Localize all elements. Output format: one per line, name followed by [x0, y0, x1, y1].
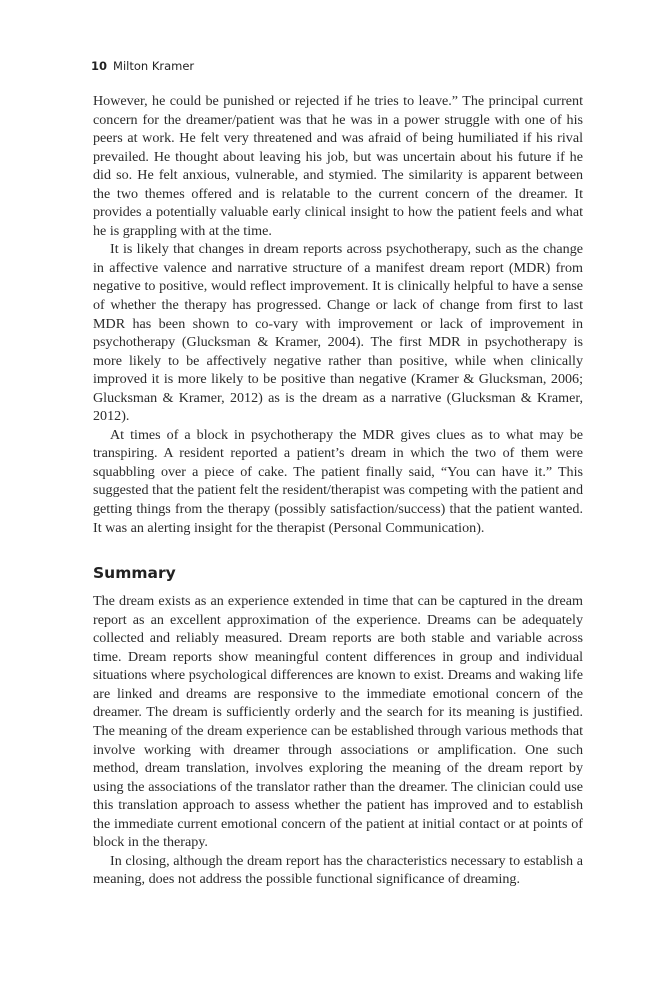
paragraph: However, he could be punished or rejected if he tries to leave.” The principal current concern for the dreamer/patient was that he was in a power struggle with one of his peers at work. He felt very threatened and was afraid of being humiliated if his rival prevailed. He thought about leaving his job, but was uncertain about his future if he did so. He felt anxious, vulnerable, and stymied. The similarity is apparent between the two themes offered and is relatable to the current concern of the dreamer. It provides a potentially valuable early clinical insight to how the patient feels and what he is grappling with at the time.: [93, 93, 583, 239]
running-head: [91, 58, 583, 74]
running-head-author: Milton Kramer: [113, 59, 195, 73]
book-page: [93, 58, 583, 889]
paragraph: At times of a block in psychotherapy the MDR gives clues as to what may be transpiring. A resident reported a patient’s dream in which the two of them were squabbling over a piece of cake. The patient finally said, “You can have it.” This suggested that the patient felt the resident/therapist was competing with the patient and getting things from the therapy (possibly satisfaction/success) that the patient wanted. It was an alerting insight for the therapist (Personal Communication).: [93, 426, 584, 536]
paragraph: It is likely that changes in dream reports across psychotherapy, such as the change in affective valence and narrative structure of a manifest dream report (MDR) from negative to positive, would reflect improvement. It is clinically helpful to have a sense of whether the therapy has progressed. Change or lack of change from first to last MDR has been shown to co-vary with improvement or lack of improvement in psychotherapy (Glucksman & Kramer, 2004). The first MDR in psychotherapy is more likely to be affectively negative rather than positive, while when clinically improved it is more likely to be positive than negative (Kramer & Glucksman, 2006; Glucksman & Kramer, 2012) as is the dream as a narrative (Glucksman & Kramer, 2012).: [93, 241, 583, 425]
paragraph: The dream exists as an experience extended in time that can be captured in the dream report as an excellent approximation of the experience. Dreams can be adequately collected and reliably measured. Dream reports are both stable and variable across time. Dream reports show meaningful content differences in group and individual situations where psychological differences are known to exist. Dreams and waking life are linked and dreams are responsive to the immediate emotional concern of the dreamer. The dream is sufficiently orderly and the search for its meaning is justified. The meaning of the dream experience can be established through various methods that involve working with dreamer through associations or amplification. One such method, dream translation, involves exploring the meaning of the dream report by using the associations of the translator rather than the dreamer. The clinician could use this translation approach to assess whether the patient has improved and to establish the immediate current emotional concern of the patient at initial contact or at points of block in the therapy.: [93, 593, 583, 851]
page-number: 10: [91, 59, 108, 73]
section-heading: Summary: [93, 564, 176, 583]
body-text: [93, 92, 583, 889]
paragraph: In closing, although the dream report has the characteristics necessary to establish a meaning, does not address the possible functional significance of dreaming.: [93, 852, 583, 888]
